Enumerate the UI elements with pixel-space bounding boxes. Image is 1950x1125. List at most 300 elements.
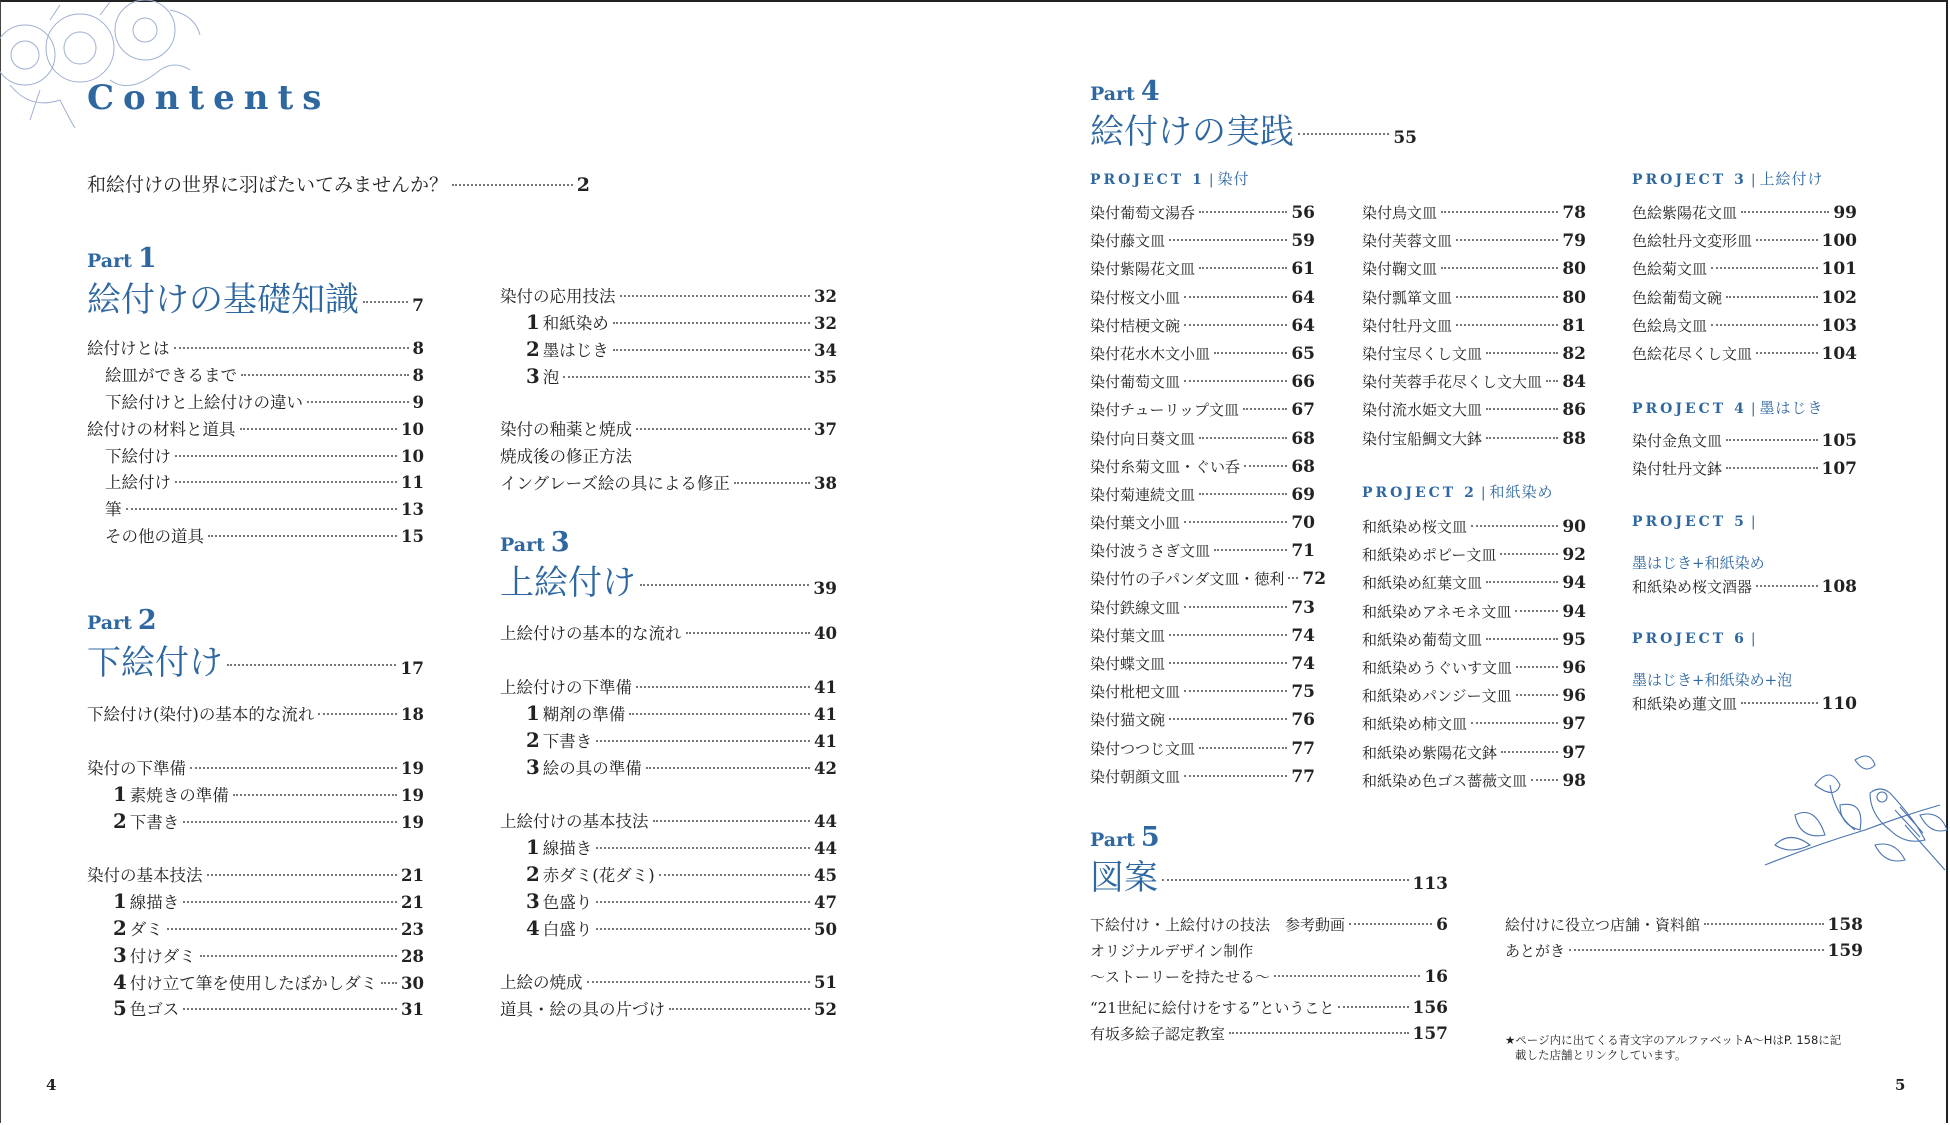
toc-entry[interactable]	[87, 443, 424, 470]
entry-page: 11	[401, 473, 424, 493]
toc-entry[interactable]	[1090, 230, 1315, 258]
part1-heading[interactable]	[87, 272, 424, 321]
entry-page: 21	[401, 892, 424, 912]
leader-dots	[1274, 975, 1420, 977]
leader-dots	[1486, 352, 1558, 354]
toc-entry[interactable]	[1632, 258, 1857, 286]
leader-dots	[734, 482, 810, 484]
entry-page: 82	[1562, 343, 1586, 364]
entry-page: 65	[1291, 343, 1315, 364]
entry-number: 1	[526, 309, 540, 334]
toc-entry[interactable]	[1632, 343, 1857, 371]
entry-page: 77	[1291, 766, 1315, 787]
toc-entry[interactable]	[1090, 997, 1448, 1023]
toc-entry[interactable]	[500, 728, 837, 755]
toc-entry[interactable]	[1090, 428, 1315, 456]
part-word: Part	[500, 534, 545, 556]
entry-page: 74	[1291, 625, 1315, 646]
leader-dots	[613, 349, 810, 351]
leader-dots	[1288, 577, 1298, 579]
page-number-right: 5	[1895, 1076, 1906, 1094]
project-label: PROJECT 2	[1362, 485, 1477, 501]
entry-page: 75	[1291, 682, 1315, 703]
leader-dots	[1338, 1006, 1408, 1008]
entry-page: 38	[814, 473, 837, 493]
toc-entry[interactable]	[1090, 914, 1448, 940]
entry-title: 絵皿ができるまで	[105, 365, 237, 385]
leader-dots	[318, 713, 397, 715]
entry-title: 線描き	[542, 838, 593, 858]
entry-title: 絵付けとは	[87, 339, 170, 358]
entry-title: 色絵鳥文皿	[1632, 316, 1708, 335]
toc-entry[interactable]	[500, 835, 837, 862]
part2-list-b	[87, 755, 424, 836]
leader-dots	[1500, 553, 1558, 555]
leader-dots	[208, 535, 397, 537]
toc-entry[interactable]	[1362, 230, 1586, 258]
leader-dots	[207, 874, 398, 876]
entry-number: 1	[526, 700, 540, 725]
entry-number: 2	[113, 915, 127, 940]
entry-page: 74	[1291, 654, 1315, 674]
entry-number: 2	[113, 808, 127, 833]
entry-title: 和紙染め葡萄文皿	[1362, 630, 1483, 649]
toc-entry[interactable]	[1090, 343, 1315, 371]
leader-dots	[640, 584, 809, 586]
entry-title: 和紙染め柿文皿	[1362, 715, 1468, 734]
toc-entry[interactable]	[87, 496, 424, 523]
leader-dots	[1184, 380, 1287, 382]
leader-dots	[1184, 775, 1287, 777]
toc-entry[interactable]	[1632, 315, 1857, 343]
separator: |	[1208, 172, 1214, 188]
entry-page: 105	[1821, 431, 1857, 451]
leader-dots	[241, 374, 409, 376]
toc-entry[interactable]	[1362, 685, 1586, 713]
part-title: 下絵付け	[87, 643, 223, 683]
entry-page: 76	[1291, 710, 1315, 731]
entry-title: 染付の下準備	[87, 759, 186, 778]
entry-title: 染付チューリップ文皿	[1090, 401, 1239, 420]
toc-entry[interactable]	[1362, 657, 1586, 685]
toc-entry[interactable]	[1090, 399, 1315, 427]
entry-page: 18	[401, 705, 424, 724]
entry-page: 13	[401, 500, 424, 520]
part2-heading[interactable]	[87, 635, 424, 684]
footnote-line: 載した店舗とリンクしています。	[1515, 1048, 1687, 1062]
part-number: 2	[137, 605, 157, 636]
entry-page: 31	[401, 1000, 424, 1020]
project3-list	[1632, 202, 1857, 371]
entry-title: 下書き	[129, 812, 180, 832]
entry-title: 染付芙蓉手花尽くし文大皿	[1362, 373, 1543, 392]
separator: |	[1750, 401, 1756, 417]
leader-dots	[1214, 352, 1287, 354]
project1-list-col2	[1362, 202, 1586, 456]
entry-page: 59	[1291, 231, 1315, 252]
toc-entry[interactable]	[1090, 371, 1315, 399]
part-word: Part	[87, 250, 132, 272]
leader-dots	[1214, 549, 1287, 551]
entry-title: 絵の具の準備	[542, 758, 642, 778]
entry-title: 赤ダミ(花ダミ)	[542, 865, 655, 885]
entry-title: 色盛り	[542, 892, 593, 912]
entry-page: 9	[412, 392, 424, 412]
entry-page: 15	[401, 527, 424, 547]
entry-title: 上絵付けの基本的な流れ	[500, 624, 682, 643]
entry-page: 10	[401, 446, 424, 466]
entry-page: 97	[1562, 742, 1586, 763]
leader-dots	[183, 821, 397, 823]
toc-entry[interactable]	[1090, 512, 1315, 540]
leader-dots	[1456, 324, 1558, 326]
entry-title: 和紙染めアネモネ文皿	[1362, 602, 1512, 621]
toc-entry[interactable]	[87, 335, 424, 362]
toc-entry[interactable]	[87, 701, 424, 728]
toc-entry[interactable]	[1090, 456, 1315, 484]
part3-label	[500, 527, 570, 558]
entry-title: 和紙染めポピー文皿	[1362, 546, 1497, 565]
entry-title: 和紙染め色ゴス薔薇文皿	[1362, 771, 1528, 790]
entry-title: 染付鳥文皿	[1362, 204, 1438, 222]
entry-page: 35	[814, 367, 837, 387]
toc-entry[interactable]	[1090, 597, 1315, 625]
entry-page: 96	[1562, 686, 1586, 707]
entry-title: あとがき	[1505, 942, 1566, 960]
entry-page: 86	[1562, 400, 1586, 421]
entry-number: 3	[526, 363, 540, 388]
leader-dots	[686, 632, 811, 634]
entry-page: 19	[401, 812, 424, 832]
separator: |	[1480, 485, 1486, 501]
toc-entry[interactable]	[1090, 484, 1315, 512]
leader-dots	[1756, 352, 1817, 354]
entry-page: 159	[1827, 941, 1863, 961]
toc-entry[interactable]	[1090, 966, 1448, 992]
part1-list-c	[500, 416, 837, 497]
toc-entry[interactable]	[87, 862, 424, 889]
project6-header	[1632, 631, 1760, 647]
toc-entry[interactable]	[1090, 681, 1315, 709]
toc-entry[interactable]	[1362, 315, 1586, 343]
entry-title: 染付金魚文皿	[1632, 432, 1723, 450]
entry-page: 110	[1821, 694, 1857, 714]
entry-page: 79	[1562, 231, 1586, 252]
part4-heading[interactable]	[1090, 104, 1417, 153]
leader-dots	[646, 767, 810, 769]
leader-dots	[1704, 923, 1823, 925]
part5-list-b	[1090, 997, 1448, 1049]
toc-entry[interactable]	[1090, 653, 1315, 681]
entry-title: 染付糸菊文皿・ぐい呑	[1090, 457, 1241, 476]
toc-entry[interactable]	[87, 782, 424, 809]
entry-title: 下書き	[542, 731, 593, 751]
entry-title: 染付の応用技法	[500, 287, 616, 306]
toc-entry[interactable]	[87, 916, 424, 943]
toc-entry[interactable]	[1362, 742, 1586, 770]
toc-entry[interactable]	[500, 283, 837, 310]
leader-dots	[1726, 467, 1817, 469]
toc-entry[interactable]	[1362, 516, 1586, 544]
toc-entry[interactable]	[1362, 371, 1586, 399]
entry-title: “21世紀に絵付けをする”ということ	[1090, 999, 1335, 1017]
leader-dots	[1199, 267, 1287, 269]
leader-dots	[1471, 722, 1558, 724]
toc-entry[interactable]	[500, 889, 837, 916]
entry-page: 44	[814, 812, 837, 831]
entry-title: オリジナルデザイン制作	[1090, 942, 1254, 960]
toc-entry[interactable]	[500, 364, 837, 391]
leader-dots	[1184, 606, 1287, 608]
toc-entry[interactable]	[1505, 940, 1863, 966]
toc-entry[interactable]	[1632, 576, 1857, 604]
toc-entry[interactable]	[1362, 629, 1586, 657]
toc-entry[interactable]	[1632, 430, 1857, 458]
part5-list-a	[1090, 914, 1448, 992]
leader-dots	[1486, 638, 1558, 640]
leader-dots	[1726, 296, 1817, 298]
toc-entry[interactable]	[1090, 625, 1315, 653]
project-label: PROJECT 6	[1632, 631, 1747, 647]
toc-entry[interactable]	[1362, 399, 1586, 427]
toc-entry[interactable]	[1362, 202, 1586, 230]
toc-entry[interactable]	[500, 996, 837, 1023]
part-number: 5	[1140, 822, 1160, 853]
entry-number: 3	[526, 754, 540, 779]
entry-number: 1	[113, 888, 127, 913]
leader-dots	[190, 767, 397, 769]
toc-entry[interactable]	[1632, 458, 1857, 486]
entry-page: 73	[1291, 597, 1315, 618]
entry-page: 8	[412, 339, 424, 358]
entry-title: 和紙染め紅葉文皿	[1362, 574, 1483, 593]
leader-dots	[1471, 525, 1558, 527]
entry-title: 染付桔梗文碗	[1090, 316, 1181, 335]
entry-page: 28	[401, 946, 424, 966]
entry-title: 染付花水木文小皿	[1090, 344, 1211, 363]
leader-dots	[629, 713, 810, 715]
entry-title: 染付鉄線文皿	[1090, 598, 1181, 617]
toc-entry[interactable]	[1090, 258, 1315, 286]
footnote	[1505, 1033, 1841, 1063]
toc-entry[interactable]	[1505, 914, 1863, 940]
toc-entry[interactable]	[1362, 770, 1586, 798]
entry-page: 96	[1562, 657, 1586, 678]
toc-entry[interactable]	[1362, 601, 1586, 629]
toc-entry[interactable]	[1632, 287, 1857, 315]
part5-heading[interactable]	[1090, 850, 1448, 899]
entry-page: 2	[576, 174, 590, 196]
toc-entry[interactable]	[87, 469, 424, 496]
toc-entry[interactable]	[500, 620, 837, 647]
project-label: PROJECT 4	[1632, 401, 1747, 417]
leader-dots	[563, 376, 810, 378]
part2-label	[87, 605, 157, 636]
part2-list-c	[87, 862, 424, 1023]
toc-entry[interactable]	[87, 362, 424, 389]
entry-title: 染付藤文皿	[1090, 232, 1166, 251]
entry-title: 染付牡丹文皿	[1362, 316, 1453, 335]
toc-entry[interactable]	[500, 862, 837, 889]
entry-title: 染付波うさぎ文皿	[1090, 542, 1211, 561]
entry-page: 90	[1562, 517, 1586, 537]
entry-title: 糊剤の準備	[542, 704, 626, 724]
toc-entry[interactable]	[87, 889, 424, 916]
toc-entry[interactable]	[1362, 258, 1586, 286]
toc-entry[interactable]	[87, 389, 424, 416]
entry-title: 染付朝顔文皿	[1090, 767, 1181, 786]
toc-entry[interactable]	[1632, 230, 1857, 258]
toc-entry[interactable]	[500, 337, 837, 364]
leader-dots	[1441, 211, 1558, 213]
part-title: 絵付けの実践	[1090, 112, 1294, 152]
leader-dots	[1711, 324, 1817, 326]
toc-entry[interactable]	[1090, 202, 1315, 230]
entry-title: イングレーズ絵の具による修正	[500, 473, 730, 493]
project-label: PROJECT 3	[1632, 172, 1747, 188]
project1-header	[1090, 168, 1250, 189]
leader-dots	[174, 347, 409, 349]
toc-entry[interactable]	[1090, 766, 1315, 794]
leader-dots	[596, 847, 810, 849]
entry-title: 下絵付け・上絵付けの技法 参考動画	[1090, 916, 1346, 934]
toc-entry[interactable]	[500, 701, 837, 728]
entry-page: 47	[814, 892, 837, 912]
entry-page: 52	[814, 999, 837, 1019]
separator: |	[1750, 172, 1756, 188]
toc-entry[interactable]	[1090, 940, 1448, 966]
toc-entry[interactable]	[1362, 428, 1586, 456]
entry-page: 56	[1291, 203, 1315, 223]
entry-page: 94	[1562, 573, 1586, 594]
toc-entry[interactable]	[87, 970, 424, 997]
leader-dots	[175, 455, 397, 457]
toc-entry[interactable]	[500, 755, 837, 782]
page-number-left: 4	[46, 1076, 57, 1094]
separator: |	[1750, 631, 1756, 647]
entry-title: 和紙染め蓮文皿	[1632, 695, 1738, 713]
entry-title: 色ゴス	[129, 1000, 180, 1020]
entry-title: 線描き	[129, 892, 180, 912]
toc-entry[interactable]	[1632, 202, 1857, 230]
toc-entry[interactable]	[1362, 713, 1586, 741]
toc-entry[interactable]	[1632, 693, 1857, 721]
entry-page: 84	[1562, 372, 1586, 393]
entry-page: 45	[814, 865, 837, 885]
project5-header	[1632, 514, 1760, 530]
leader-dots	[1229, 1032, 1408, 1034]
toc-entry[interactable]	[87, 416, 424, 443]
entry-title: ダミ	[129, 919, 163, 939]
toc-entry[interactable]	[500, 916, 837, 943]
entry-title: 下絵付け(染付)の基本的な流れ	[87, 705, 315, 724]
entry-page: 61	[1291, 259, 1315, 280]
project3-header	[1632, 168, 1824, 189]
toc-entry[interactable]	[1090, 568, 1327, 596]
leader-dots	[240, 428, 398, 430]
entry-title: 和紙染め	[542, 313, 609, 333]
leader-dots	[307, 401, 409, 403]
toc-entry[interactable]	[87, 943, 424, 970]
toc-entry[interactable]	[500, 674, 837, 701]
entry-page: 40	[814, 624, 837, 643]
toc-entry[interactable]	[1090, 1023, 1448, 1049]
entry-title: 有坂多絵子認定教室	[1090, 1025, 1226, 1043]
toc-entry[interactable]	[500, 416, 837, 443]
part3-list-c	[500, 808, 837, 942]
leader-dots	[1244, 465, 1287, 467]
toc-entry[interactable]	[1090, 287, 1315, 315]
leader-dots	[452, 184, 573, 186]
leader-dots	[659, 874, 810, 876]
toc-entry[interactable]	[1362, 343, 1586, 371]
entry-page: 97	[1562, 714, 1586, 735]
entry-title: 染付鞠文皿	[1362, 260, 1438, 279]
part3-list-a	[500, 620, 837, 647]
leader-dots	[596, 740, 810, 742]
leader-dots	[636, 428, 810, 430]
entry-title: 筆	[105, 500, 122, 520]
toc-entry[interactable]	[1090, 709, 1315, 737]
toc-entry[interactable]	[500, 969, 837, 996]
entry-page: 19	[401, 785, 424, 805]
entry-title: 色絵花尽くし文皿	[1632, 344, 1753, 363]
entry-page: 98	[1562, 770, 1586, 791]
entry-page: 21	[401, 866, 424, 885]
leader-dots	[1741, 211, 1829, 213]
toc-entry[interactable]	[500, 310, 837, 337]
part-title: 上絵付け	[500, 563, 636, 603]
entry-page: 108	[1821, 577, 1857, 597]
entry-page: 50	[814, 919, 837, 939]
entry-number: 2	[526, 336, 540, 361]
leader-dots	[1726, 439, 1817, 441]
toc-entry[interactable]	[1362, 572, 1586, 600]
toc-entry[interactable]	[500, 470, 837, 497]
project2-header	[1362, 481, 1554, 502]
entry-page: 69	[1291, 484, 1315, 505]
entry-page: 81	[1562, 315, 1586, 336]
toc-entry[interactable]	[500, 808, 837, 835]
part1-label	[87, 243, 157, 274]
toc-entry[interactable]	[1362, 544, 1586, 572]
toc-entry[interactable]	[87, 996, 424, 1023]
entry-page: 66	[1291, 372, 1315, 393]
leader-dots	[1486, 581, 1558, 583]
toc-entry[interactable]	[1362, 287, 1586, 315]
entry-title: 色絵牡丹文変形皿	[1632, 232, 1753, 251]
entry-page: 80	[1562, 287, 1586, 308]
toc-entry[interactable]	[500, 443, 837, 470]
toc-entry[interactable]	[1090, 315, 1315, 343]
part3-heading[interactable]	[500, 555, 837, 604]
entry-title: 絵付けに役立つ店舗・資料館	[1505, 916, 1701, 934]
entry-number: 3	[113, 942, 127, 967]
entry-page: 71	[1291, 541, 1315, 562]
toc-entry[interactable]	[87, 523, 424, 550]
entry-title: 付けダミ	[129, 946, 196, 966]
part-word: Part	[1090, 829, 1135, 851]
toc-entry[interactable]	[87, 755, 424, 782]
entry-title: 泡	[542, 367, 560, 387]
entry-page: 41	[814, 678, 837, 697]
toc-entry[interactable]	[87, 809, 424, 836]
intro-entry[interactable]	[87, 170, 590, 197]
toc-entry[interactable]	[1090, 540, 1315, 568]
entry-title: 色絵葡萄文碗	[1632, 288, 1723, 307]
leader-dots	[1169, 662, 1287, 664]
toc-entry[interactable]	[1090, 738, 1315, 766]
